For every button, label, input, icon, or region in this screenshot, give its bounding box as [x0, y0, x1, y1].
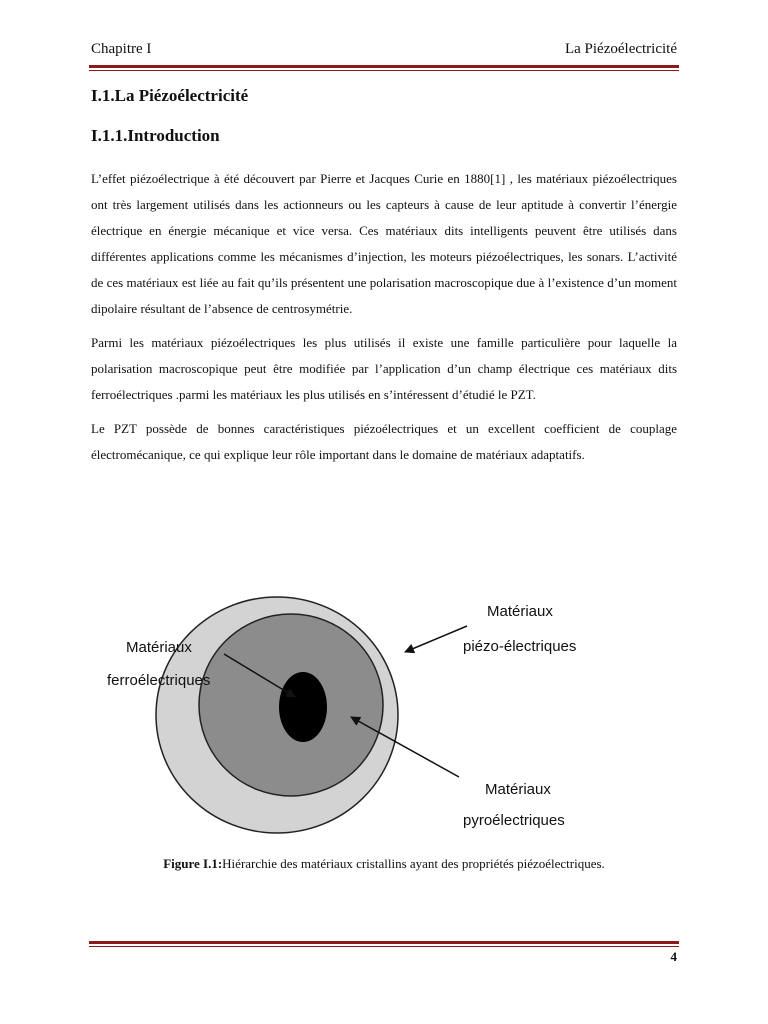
section-title: I.1.La Piézoélectricité	[91, 86, 249, 105]
piezo-label-line1: Matériaux	[487, 603, 553, 620]
pyro-label-line1: Matériaux	[485, 781, 551, 798]
paragraph-2: Parmi les matériaux piézoélectriques les plus utilisés il existe une famille particulière pour laquelle la polarisation macroscopique peut être modifiée par l’application d’un champ électrique ces matériaux dits ferroélectriques .parmi les matériaux les plus utilisés en s’intéressent d’étudié le PZT.	[91, 335, 677, 402]
piezo-arrow	[405, 626, 467, 652]
chapter-title: La Piézoélectricité	[564, 41, 677, 57]
caption-text: Hiérarchie des matériaux cristallins ayant des propriétés piézoélectriques.	[222, 856, 605, 871]
materials-hierarchy-diagram	[91, 582, 691, 842]
header-rule	[89, 65, 679, 71]
chapter-label: Chapitre I	[91, 41, 152, 57]
ferro-label-line1: Matériaux	[126, 639, 192, 656]
page-header	[91, 41, 677, 65]
page-number: 4	[670, 949, 677, 964]
ferroelectric-region	[279, 672, 327, 742]
footer-rule	[89, 941, 679, 947]
page-body	[91, 86, 677, 476]
paragraph-3: Le PZT possède de bonnes caractéristiques piézoélectriques et un excellent coefficient de couplage électromécanique, ce qui explique leur rôle important dans le domaine de matériaux adaptatifs.	[91, 421, 677, 462]
figure-caption	[91, 856, 677, 872]
ferro-label-line2: ferroélectriques	[107, 672, 211, 689]
piezo-label-line2: piézo-électriques	[463, 638, 577, 655]
caption-label: Figure I.1:	[163, 856, 223, 871]
paragraph-1: L’effet piézoélectrique à été découvert par Pierre et Jacques Curie en 1880[1] , les matériaux piézoélectriques ont très largement utilisés dans les actionneurs ou les capteurs à cause de leur aptitude à convertir l’énergie électrique en énergie mécanique et vice versa. Ces matériaux dits intelligents peuvent être utilisés dans différentes applications comme les mécanismes d’injection, les moteurs piézoélectriques, les sonars. L’activité de ces matériaux est liée au fait qu’ils présentent une polarisation macroscopique due à l’existence d’un moment dipolaire résultant de l’absence de centrosymétrie.	[91, 171, 677, 316]
subsection-title: I.1.1.Introduction	[91, 126, 220, 145]
pyro-label-line2: pyroélectriques	[463, 812, 565, 829]
